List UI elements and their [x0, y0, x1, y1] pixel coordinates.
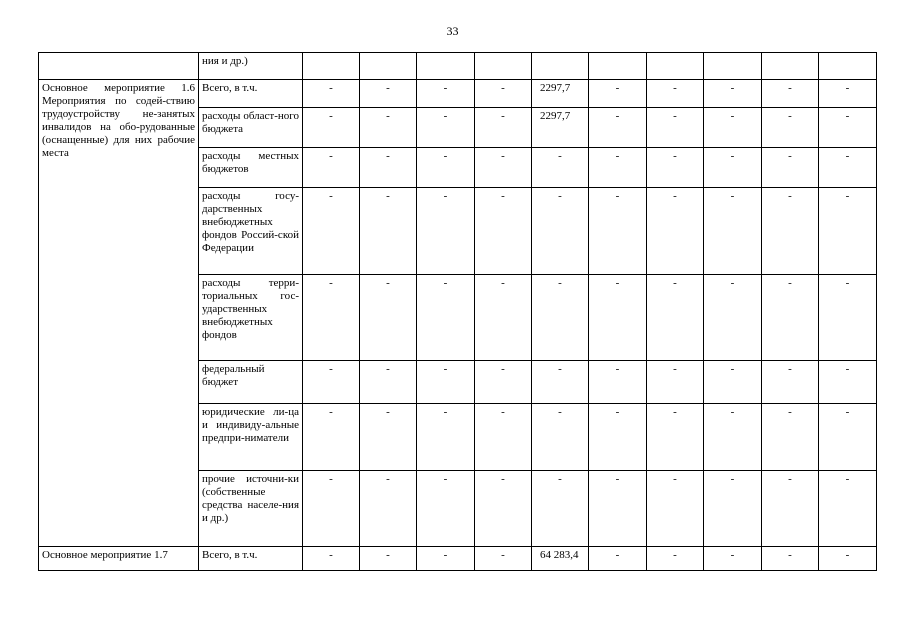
value-cell: -	[360, 188, 417, 275]
value-cell: -	[417, 275, 475, 361]
value-cell: -	[589, 547, 647, 571]
value-cell: -	[475, 108, 532, 148]
value-cell: -	[762, 361, 819, 404]
value-cell: -	[647, 275, 704, 361]
value-cell: -	[475, 188, 532, 275]
value-cell: -	[589, 361, 647, 404]
value-cell: -	[762, 148, 819, 188]
value-cell: -	[475, 148, 532, 188]
value-cell: -	[303, 471, 360, 547]
value-cell: -	[589, 188, 647, 275]
value-cell: -	[704, 404, 762, 471]
funding-source-cell: Всего, в т.ч.	[199, 547, 303, 571]
value-cell: -	[417, 361, 475, 404]
table-row	[39, 53, 877, 80]
value-cell: -	[819, 361, 877, 404]
value-cell: -	[417, 80, 475, 108]
value-cell: -	[819, 404, 877, 471]
value-cell: -	[647, 188, 704, 275]
value-cell: -	[647, 361, 704, 404]
measure-name-cell	[39, 53, 199, 80]
value-cell: -	[360, 361, 417, 404]
value-cell: -	[704, 148, 762, 188]
value-cell: -	[704, 361, 762, 404]
value-cell: 64 283,4	[532, 547, 589, 571]
value-cell: -	[647, 108, 704, 148]
value-cell: -	[762, 275, 819, 361]
value-cell: -	[532, 188, 589, 275]
value-cell: -	[819, 80, 877, 108]
value-cell: -	[762, 404, 819, 471]
funding-source-cell: прочие источни-ки (собственные средства населе-ния и др.)	[199, 471, 303, 547]
value-cell	[647, 53, 704, 80]
value-cell	[532, 53, 589, 80]
value-cell: -	[532, 404, 589, 471]
value-cell: -	[417, 188, 475, 275]
budget-table	[38, 52, 877, 571]
value-cell	[589, 53, 647, 80]
value-cell: -	[360, 108, 417, 148]
value-cell: -	[360, 275, 417, 361]
value-cell: -	[475, 275, 532, 361]
value-cell: -	[303, 547, 360, 571]
value-cell: -	[303, 404, 360, 471]
value-cell: -	[417, 404, 475, 471]
value-cell: -	[303, 148, 360, 188]
value-cell: -	[819, 148, 877, 188]
value-cell: -	[704, 471, 762, 547]
value-cell: -	[647, 404, 704, 471]
value-cell: -	[360, 80, 417, 108]
value-cell: -	[589, 148, 647, 188]
value-cell: -	[589, 108, 647, 148]
value-cell: -	[762, 188, 819, 275]
value-cell	[819, 53, 877, 80]
value-cell: -	[475, 361, 532, 404]
value-cell: -	[819, 275, 877, 361]
value-cell: -	[647, 80, 704, 108]
value-cell: -	[532, 275, 589, 361]
value-cell: -	[417, 547, 475, 571]
value-cell: -	[303, 108, 360, 148]
value-cell: -	[704, 80, 762, 108]
value-cell: -	[360, 404, 417, 471]
value-cell: 2297,7	[532, 80, 589, 108]
value-cell: -	[819, 471, 877, 547]
value-cell: -	[704, 547, 762, 571]
page-number: 33	[446, 24, 459, 38]
value-cell: -	[647, 148, 704, 188]
value-cell: -	[532, 361, 589, 404]
value-cell: -	[704, 188, 762, 275]
value-cell: -	[589, 404, 647, 471]
value-cell: -	[704, 275, 762, 361]
value-cell: -	[303, 188, 360, 275]
funding-source-cell: федеральный бюджет	[199, 361, 303, 404]
value-cell: -	[475, 547, 532, 571]
value-cell: -	[589, 80, 647, 108]
value-cell	[360, 53, 417, 80]
table-row	[39, 547, 877, 571]
value-cell: -	[303, 80, 360, 108]
funding-source-cell: расходы област-ного бюджета	[199, 108, 303, 148]
value-cell: -	[532, 148, 589, 188]
value-cell: -	[819, 547, 877, 571]
value-cell: -	[360, 547, 417, 571]
funding-source-cell: расходы терри-ториальных гос-ударственных внебюджетных фондов	[199, 275, 303, 361]
value-cell: -	[819, 188, 877, 275]
value-cell: -	[532, 471, 589, 547]
value-cell: -	[303, 361, 360, 404]
table-row	[39, 80, 877, 108]
funding-source-cell: расходы местных бюджетов	[199, 148, 303, 188]
value-cell: -	[589, 471, 647, 547]
funding-source-cell: Всего, в т.ч.	[199, 80, 303, 108]
funding-source-cell: расходы госу-дарственных внебюджетных фондов Россий-ской Федерации	[199, 188, 303, 275]
value-cell: -	[417, 108, 475, 148]
value-cell: -	[360, 148, 417, 188]
value-cell: -	[360, 471, 417, 547]
value-cell: 2297,7	[532, 108, 589, 148]
value-cell	[475, 53, 532, 80]
value-cell	[417, 53, 475, 80]
value-cell: -	[704, 108, 762, 148]
funding-source-cell: юридические ли-ца и индивиду-альные предпри-ниматели	[199, 404, 303, 471]
value-cell: -	[762, 80, 819, 108]
value-cell	[303, 53, 360, 80]
value-cell: -	[762, 547, 819, 571]
value-cell	[762, 53, 819, 80]
value-cell: -	[819, 108, 877, 148]
value-cell: -	[762, 471, 819, 547]
value-cell: -	[417, 471, 475, 547]
value-cell: -	[762, 108, 819, 148]
value-cell: -	[647, 547, 704, 571]
funding-source-cell: ния и др.)	[199, 53, 303, 80]
measure-name-cell: Основное мероприятие 1.6 Мероприятия по содей-ствию трудоустройству не-занятых инвалидов на обо-рудованные (оснащенные) для них рабочие места	[39, 80, 199, 547]
value-cell: -	[589, 275, 647, 361]
value-cell: -	[475, 80, 532, 108]
value-cell	[704, 53, 762, 80]
value-cell: -	[647, 471, 704, 547]
value-cell: -	[475, 404, 532, 471]
value-cell: -	[475, 471, 532, 547]
value-cell: -	[417, 148, 475, 188]
measure-name-cell: Основное мероприятие 1.7	[39, 547, 199, 571]
value-cell: -	[303, 275, 360, 361]
